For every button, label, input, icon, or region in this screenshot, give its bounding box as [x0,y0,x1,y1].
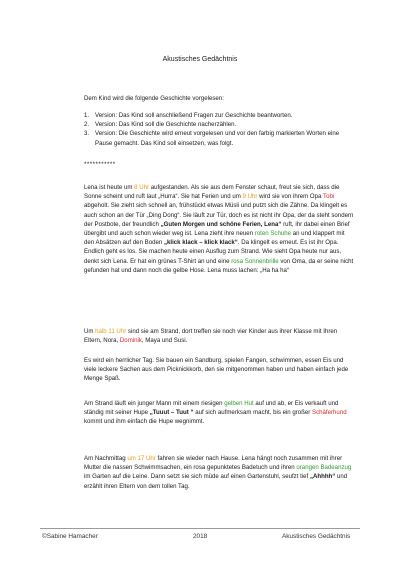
story-text: ruft, ihr dabei einen Brief übergibt und auch schon wieder weg ist. Lena zieht ihre neuen [84,220,350,238]
list-item [84,129,356,147]
footer-doc-title: Akustisches Gedächtnis [282,533,351,540]
highlighted-text: „Ahhhh“ [309,473,336,481]
story-text: und erzählt ihren Eltern von dem tollen Tag. [84,473,348,490]
story-text: auf sich aufmerksam macht, bis ein großer [193,409,313,417]
footer-author: ©Sabine Hamacher [42,533,98,540]
footer-divider [40,528,360,529]
highlighted-text: „Guten Morgen und schöne Ferien, Lena“ [160,220,282,228]
highlighted-text: orangen Badeanzug [296,464,352,472]
list-number: 3. [84,130,90,138]
list-item [84,111,356,120]
highlighted-text: halb 11 Uhr [95,328,127,335]
story-text: . Da klingelt es erneut. Es ist ihr Opa. Endlich geht es los. Sie machen heute einen Ausflug zum Strand. Wie sieht Opa heute nur aus, denkt sich Lena. Er hat ein grünes T-Shirt an und eine [84,239,342,265]
story-paragraph-3 [84,356,356,384]
list-text: Version: Die Geschichte wird erneut vorgelesen und vor den farbig markierten Worten eine Pause gemacht. Das Kind soll einsetzen, was folgt. [95,130,340,147]
story-text: Es wird ein herrlicher Tag. Sie bauen ein Sandburg, spielen Fangen, schwimmen, essen Eis und viele leckere Sachen aus dem Picknickkorb, den sie mitgenommen haben und haben einfach jede Menge Spaß. [84,357,349,383]
list-text: Version: Das Kind soll die Geschichte nacherzählen. [95,121,237,129]
story-text: Lena ist heute um [84,184,135,191]
story-text: wird sie von ihrem Opa [257,193,324,201]
highlighted-text: um 17 Uhr [127,455,156,462]
highlighted-text: Schäferhund [312,409,347,417]
story-text: kommt und ihm einfach die Hupe wegnimmt. [84,418,205,426]
highlighted-text: 9 Uhr [242,193,258,201]
story-text: von Oma, da er seine nicht gefunden hat und dann noch die gelbe Hose. Lena muss lachen: „Ha ha ha“ [84,257,354,274]
highlighted-text: „Tuuut – Tuut “ [149,409,194,417]
highlighted-text: Dominik [119,337,142,345]
story-text: im Garten auf die Leine. Dann setzt sie sich müde auf einen Gartenstuhl, seufzt tief [84,473,310,481]
story-text: , Maya und Susi. [141,337,188,345]
version-list [84,111,356,148]
story-paragraph-5 [84,454,356,491]
page-title: Akustisches Gedächtnis [162,56,238,63]
story-text: an und klappert mit den Absätzen auf den Boden [84,230,345,247]
highlighted-text: rosa Sonnenbrille [231,257,279,265]
highlighted-text: „klick klack – klick klack“ [163,239,238,247]
list-number: 2. [84,121,90,129]
story-text: fahren sie wieder nach Hause. Lena hängt noch zusammen mit ihrer Mutter die nassen Schwimmsachen, ein rosa gepunktetes Badetuch und ihren [84,455,343,472]
story-text: auf und ab, er Eis verkauft und ständig mit seiner Hupe [84,400,339,417]
highlighted-text: roten Schuhe [254,230,292,238]
list-number: 1. [84,112,90,119]
story-text: Am Strand läuft ein junger Mann mit einem riesigen [84,400,225,407]
highlighted-text: gelben Hut [224,400,254,407]
intro-text: Dem Kind wird die folgende Geschichte vorgelesen: [84,95,224,102]
highlighted-text: 8 Uhr [134,184,150,191]
story-paragraph-1 [84,183,356,275]
story-paragraph-4 [84,399,356,427]
footer-year: 2018 [193,533,208,540]
story-text: sind sie am Strand, dort treffen sie noch vier Kinder aus ihrer Klasse mit Ihren Eltern, Nora, [84,328,338,345]
story-text: Um [84,328,96,335]
list-item [84,120,356,129]
list-text: Version: Das Kind soll anschließend Fragen zur Geschichte beantworten. [95,112,293,119]
story-text: abgeholt. Sie zieht sich schnell an, frühstückt etwas Müsli und putzt sich die Zähne. Da klingelt es auch schon an der Tür „Ding Dong“. Sie läuft zur Tür, doch es ist nicht ihr Opa, der da steht sondern der Postbote, der freundlich [84,202,354,228]
highlighted-text: Tobi [323,193,335,201]
story-text: Am Nachmittag [84,455,128,462]
story-paragraph-2 [84,327,356,345]
separator: *********** [84,161,116,168]
story-text: aufgestanden. Als sie aus dem Fenster schaut, freut sie sich, dass die Sonne scheint und ruft laut „Hurra“. Sie hat Ferien und um [84,184,340,201]
